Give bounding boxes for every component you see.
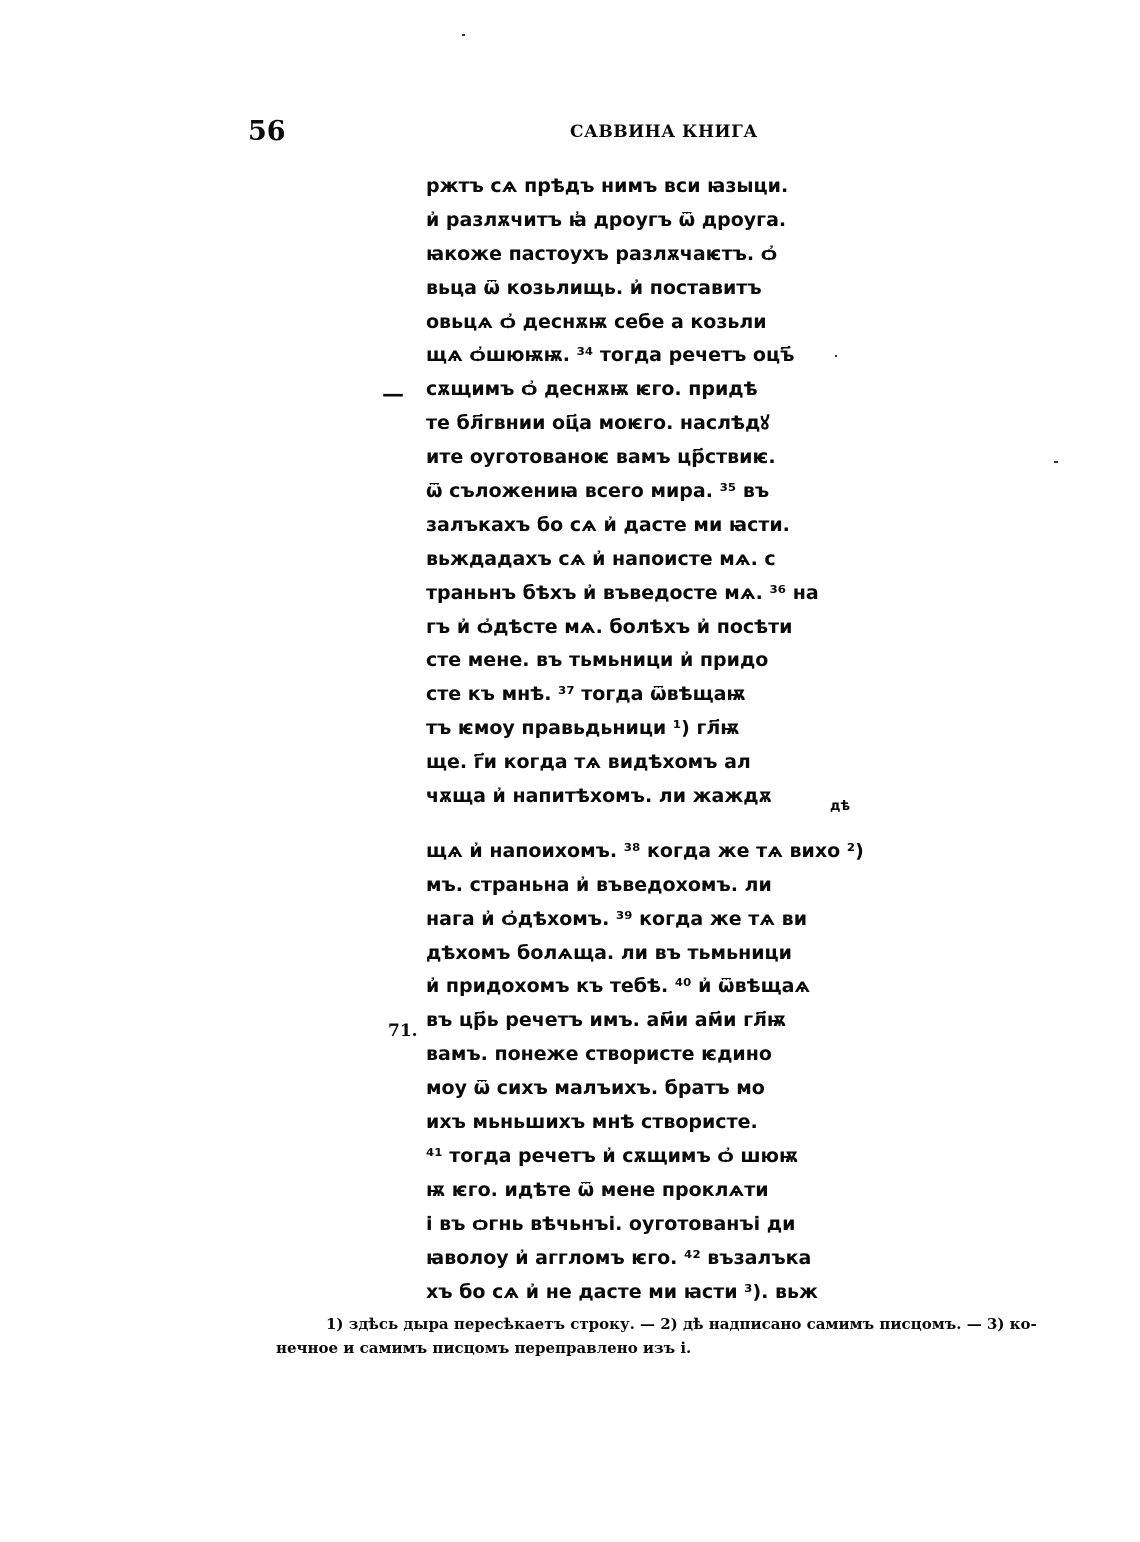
margin-dash: — [382,381,404,407]
text-line: ⁴¹ тогда речетъ и҆ сѫщимъ ѻ҆ шюѭ [426,1144,799,1167]
text-line: щѧ ѻ҆шюѭѭ. ³⁴ тогда речетъ оцъ҃ [426,344,795,367]
text-line: тъ ѥмоу правьдьници ¹) гл҃ѭ [426,717,740,740]
footnotes [276,1312,1086,1360]
text-line: ите оуготованоѥ вамъ цр҃ствиѥ. [426,446,776,469]
text-line: хъ бо сѧ и҆ не дасте ми ꙗсти ³). вьж [426,1280,818,1303]
text-line: сте къ мнѣ. ³⁷ тогда ѿвѣщаѭ [426,683,746,706]
text-line: чѫща и҆ напитѣхомъ. ли жаждѫ [426,785,772,808]
text-line: і въ ѻгнь вѣчьнъі. оуготованъі ди [426,1212,796,1235]
text-line: въ цр҃ь речетъ имъ. ам҃и ам҃и гл҃ѭ [426,1009,787,1032]
text-line: те бл҃гвнии оц҃а моѥго. наслѣдꙋ [426,412,770,435]
text-line: вьждадахъ сѧ и҆ напоисте мѧ. с [426,547,776,570]
text-line: и҆ придохомъ къ тебѣ. ⁴⁰ и҆ ѿвѣщаѧ [426,975,811,998]
text-line: сѫщимъ ѻ҆ деснѫѭ ѥго. придѣ [426,378,758,401]
page-number: 56 [248,116,286,147]
main-text-block [426,170,864,1309]
text-line: ржтъ сѧ прѣдъ нимъ вси ꙗзыци. [426,175,789,197]
footnote-line: 1) здѣсь дыра пересѣкаетъ строку. — 2) дѣ надписано самимъ писцомъ. — 3) ко- [326,1315,1037,1333]
scan-speck [462,34,465,36]
text-line: ꙗволоу и҆ аггломъ ѥго. ⁴² възалъка [426,1246,812,1269]
text-line: гъ и҆ ѻ҆дѣсте мѧ. болѣхъ и҆ посѣти [426,615,793,638]
scan-speck [1054,461,1058,463]
footnote-line: нечное и самимъ писцомъ переправлено изъ і. [276,1339,692,1357]
text-line: ще. г҃и когда тѧ видѣхомъ ал [426,751,751,774]
text-line: дѣхомъ болѧща. ли въ тьмьници [426,941,792,964]
superscript-insert: дѣ [830,799,851,814]
text-line: моу ѿ сихъ малъихъ. братъ мо [426,1077,765,1100]
text-line: траньнъ бѣхъ и҆ въведосте мѧ. ³⁶ на [426,581,819,604]
text-line: вьца ѿ козьлищь. и҆ поставитъ [426,276,762,299]
text-line: ꙗкоже пастоухъ разлѫчаѥтъ. ѻ҆ [426,242,778,265]
text-line: щѧ и҆ напоихомъ. ³⁸ когда же тѧ вихо ²) [426,839,864,862]
text-line: ѿ съложениꙗ всего мира. ³⁵ въ [426,480,770,503]
text-line: сте мене. въ тьмьници и҆ придо [426,649,769,672]
text-line: залъкахъ бо сѧ и҆ дасте ми ꙗсти. [426,513,790,536]
scan-speck [835,355,837,357]
text-line: овьцѧ ѻ҆ деснѫѭ себе а козьли [426,310,767,333]
text-line: вамъ. понеже створисте ѥдино [426,1043,772,1066]
running-title: САВВИНА КНИГА [570,122,758,142]
margin-verse-number: 71. [388,1021,418,1041]
text-line: мъ. страньна и҆ въведохомъ. ли [426,873,772,896]
text-line: и҆ разлѫчитъ ꙗ҆ дроугъ ѿ дроуга. [426,208,787,231]
text-line: нага и҆ ѻ҆дѣхомъ. ³⁹ когда же тѧ ви [426,907,808,930]
text-line: ѭ ѥго. идѣте ѿ мене проклѧти [426,1178,769,1201]
text-line: ихъ мьньшихъ мнѣ створисте. [426,1111,758,1134]
